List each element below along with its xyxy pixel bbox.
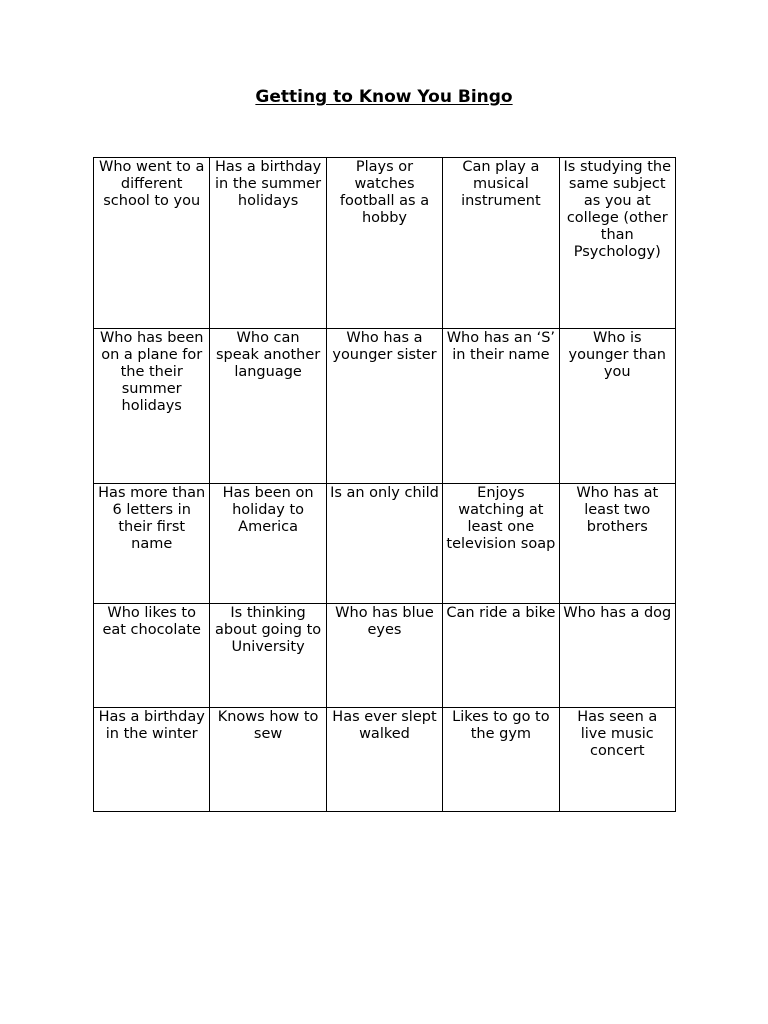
bingo-cell[interactable]: Is an only child [326, 484, 442, 604]
bingo-cell[interactable]: Who has an ‘S’ in their name [443, 329, 559, 484]
bingo-cell[interactable]: Has seen a live music concert [559, 708, 675, 812]
document-title: Getting to Know You Bingo [255, 87, 513, 107]
bingo-cell[interactable]: Who has a dog [559, 604, 675, 708]
bingo-row [94, 604, 676, 708]
bingo-cell[interactable]: Has a birthday in the summer holidays [210, 158, 326, 329]
bingo-cell[interactable]: Has ever slept walked [326, 708, 442, 812]
bingo-cell[interactable]: Has been on holiday to America [210, 484, 326, 604]
bingo-cell[interactable]: Knows how to sew [210, 708, 326, 812]
bingo-cell[interactable]: Who is younger than you [559, 329, 675, 484]
bingo-row [94, 329, 676, 484]
bingo-row [94, 708, 676, 812]
bingo-cell[interactable]: Enjoys watching at least one television soap [443, 484, 559, 604]
bingo-cell[interactable]: Who has a younger sister [326, 329, 442, 484]
bingo-cell[interactable]: Who likes to eat chocolate [94, 604, 210, 708]
bingo-cell[interactable]: Is thinking about going to University [210, 604, 326, 708]
bingo-cell[interactable]: Has a birthday in the winter [94, 708, 210, 812]
bingo-cell[interactable]: Who can speak another language [210, 329, 326, 484]
bingo-row [94, 484, 676, 604]
bingo-cell[interactable]: Likes to go to the gym [443, 708, 559, 812]
bingo-cell[interactable]: Who has at least two brothers [559, 484, 675, 604]
bingo-cell[interactable]: Is studying the same subject as you at college (other than Psychology) [559, 158, 675, 329]
bingo-cell[interactable]: Can play a musical instrument [443, 158, 559, 329]
bingo-cell[interactable]: Can ride a bike [443, 604, 559, 708]
bingo-cell[interactable]: Plays or watches football as a hobby [326, 158, 442, 329]
bingo-cell[interactable]: Who has blue eyes [326, 604, 442, 708]
bingo-row [94, 158, 676, 329]
bingo-cell[interactable]: Has more than 6 letters in their first name [94, 484, 210, 604]
bingo-cell[interactable]: Who went to a different school to you [94, 158, 210, 329]
bingo-grid [93, 157, 676, 812]
bingo-cell[interactable]: Who has been on a plane for the their summer holidays [94, 329, 210, 484]
